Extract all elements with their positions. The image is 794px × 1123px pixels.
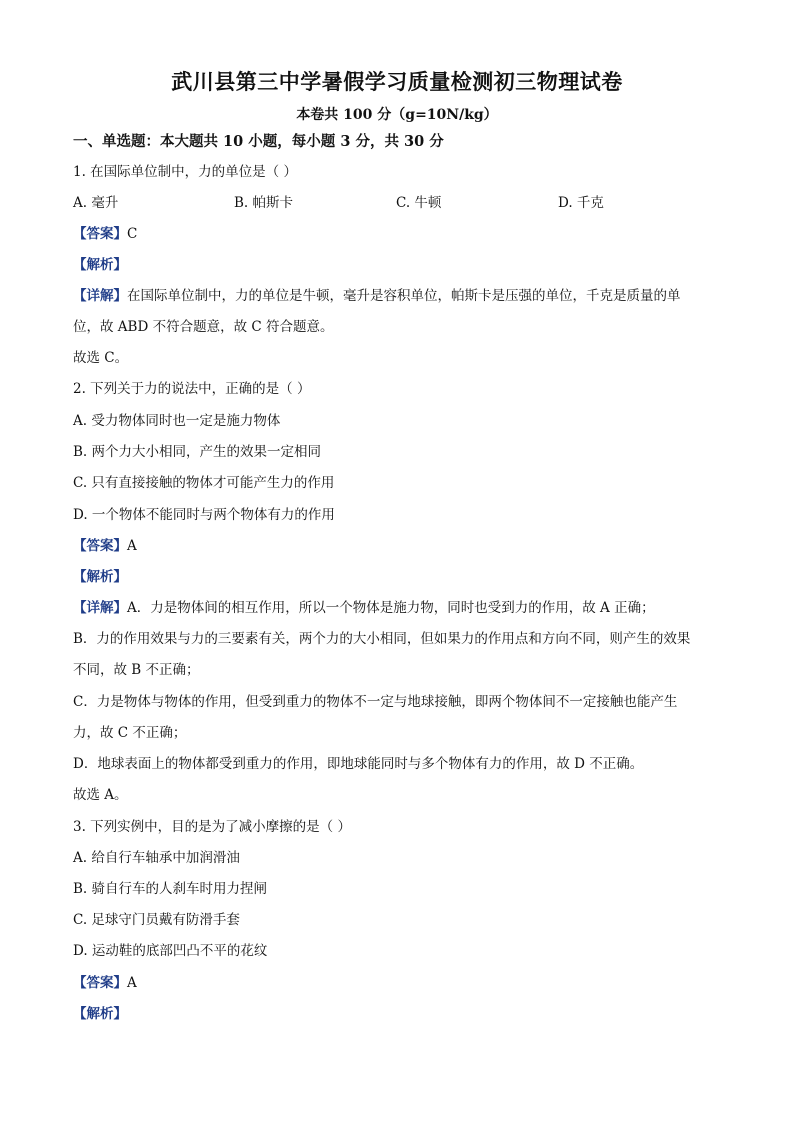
q2-detail-line-2: B．力的作用效果与力的三要素有关，两个力的大小相同，但如果力的作用点和方向不同，则产生的效果 [73, 631, 691, 647]
q2-detail-line-6: D．地球表面上的物体都受到重力的作用，即地球能同时与多个物体有力的作用，故 D 不正确。 [73, 756, 644, 772]
analysis-label: 【解析】 [73, 1006, 127, 1022]
detail-label: 【详解】 [73, 288, 127, 304]
q2-detail-line-4: C．力是物体与物体的作用，但受到重力的物体不一定与地球接触，即两个物体间不一定接触也能产生 [73, 694, 678, 710]
q3-option-d: D. 运动鞋的底部凹凸不平的花纹 [73, 943, 268, 959]
page-subtitle: 本卷共 100 分（g=10N/kg） [296, 107, 498, 123]
analysis-label: 【解析】 [73, 569, 127, 585]
q2-option-d: D. 一个物体不能同时与两个物体有力的作用 [73, 507, 335, 523]
q1-option-d: D. 千克 [558, 195, 604, 211]
q2-option-b: B. 两个力大小相同，产生的效果一定相同 [73, 444, 322, 460]
q1-option-a: A. 毫升 [73, 195, 119, 211]
q1-analysis-label [73, 253, 127, 273]
q1-option-c: C. 牛顿 [396, 195, 442, 211]
q1-detail-line-2: 位，故 ABD 不符合题意，故 C 符合题意。 [73, 319, 334, 335]
q1-detail-line-1 [73, 284, 681, 304]
analysis-label: 【解析】 [73, 257, 127, 273]
q1-detail-text-1: 在国际单位制中，力的单位是牛顿，毫升是容积单位，帕斯卡是压强的单位，千克是质量的单 [127, 288, 681, 304]
q2-stem: 2. 下列关于力的说法中，正确的是（ ） [73, 381, 311, 397]
q2-option-a: A. 受力物体同时也一定是施力物体 [73, 413, 281, 429]
q1-option-b: B. 帕斯卡 [234, 195, 294, 211]
q2-detail-line-1 [73, 596, 655, 616]
q3-analysis-label [73, 1002, 127, 1022]
q3-stem: 3. 下列实例中，目的是为了减小摩擦的是（ ） [73, 819, 351, 835]
q1-answer-line [73, 222, 137, 242]
answer-label: 【答案】 [73, 538, 127, 554]
q3-answer-line [73, 971, 137, 991]
q3-option-b: B. 骑自行车的人刹车时用力捏闸 [73, 881, 268, 897]
q2-detail-text-1: A．力是物体间的相互作用，所以一个物体是施力物，同时也受到力的作用，故 A 正确； [127, 600, 655, 616]
q2-analysis-label [73, 565, 127, 585]
q1-conclusion: 故选 C。 [73, 350, 129, 366]
q1-answer: C [127, 226, 138, 242]
q3-answer: A [127, 975, 137, 991]
q2-detail-line-5: 力，故 C 不正确； [73, 725, 187, 741]
answer-label: 【答案】 [73, 975, 127, 991]
detail-label: 【详解】 [73, 600, 127, 616]
answer-label: 【答案】 [73, 226, 127, 242]
q3-option-c: C. 足球守门员戴有防滑手套 [73, 912, 240, 928]
section-heading: 一、单选题：本大题共 10 小题，每小题 3 分，共 30 分 [73, 133, 444, 150]
q2-conclusion: 故选 A。 [73, 787, 128, 803]
q1-stem: 1. 在国际单位制中，力的单位是（ ） [73, 164, 297, 180]
page-title: 武川县第三中学暑假学习质量检测初三物理试卷 [171, 69, 623, 94]
q2-answer: A [127, 538, 137, 554]
q2-detail-line-3: 不同，故 B 不正确； [73, 662, 200, 678]
q3-option-a: A. 给自行车轴承中加润滑油 [73, 850, 240, 866]
q2-option-c: C. 只有直接接触的物体才可能产生力的作用 [73, 475, 335, 491]
q2-answer-line [73, 534, 137, 554]
